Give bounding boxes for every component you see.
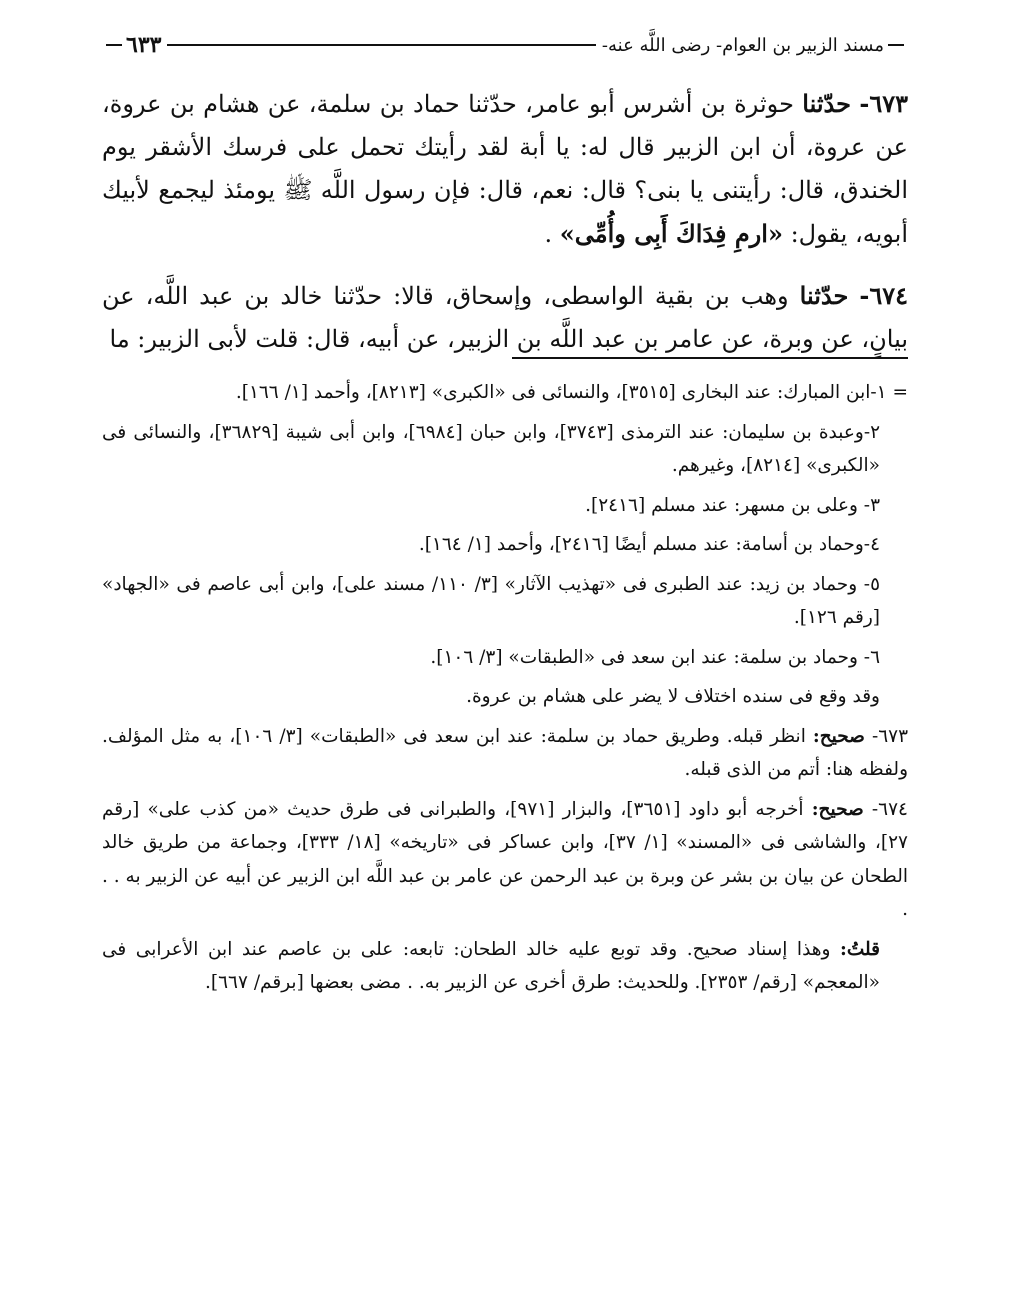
- hadith-end: .: [544, 220, 553, 248]
- footnote-remark: وقد وقع فى سنده اختلاف لا يضر على هشام بن عروة.: [466, 686, 880, 707]
- author-comment: [102, 933, 908, 1000]
- grading-text: انظر قبله. وطريق حماد بن سلمة: عند ابن سعد فى «الطبقات» [٣/ ١٠٦]، به مثل المؤلف. ولفظه هنا: أتم من الذى قبله.: [102, 725, 908, 780]
- main-text: [102, 82, 908, 361]
- hadith-674: [102, 274, 908, 361]
- comment-label: قلتُ:: [840, 938, 880, 960]
- footnote-5: ٥- وحماد بن زيد: عند الطبرى فى «تهذيب الآثار» [٣/ ١١٠/ مسند على]، وابن أبى عاصم فى «الجهاد» [رقم ١٢٦].: [102, 573, 880, 628]
- grading-number: ٦٧٣-: [871, 725, 909, 747]
- hadith-text: وهب بن بقية الواسطى، وإسحاق، قالا: حدّثنا خالد بن عبد اللَّه، عن بيانٍ، عن وبرة، عن عامر بن عبد اللَّه بن الزبير، عن أبيه، قال: قلت لأبى الزبير: ما: [102, 282, 908, 353]
- hadith-lead: حدّثنا: [802, 89, 851, 118]
- header-rule: [167, 44, 595, 46]
- grading-673: [102, 720, 908, 787]
- grading-label: صحيح:: [812, 725, 865, 747]
- footnote-2: ٢-وعبدة بن سليمان: عند الترمذى [٣٧٤٣]، وابن حبان [٦٩٨٤]، وابن أبى شيبة [٣٦٨٢٩]، والنسائى فى «الكبرى» [٨٢١٤]، وغيرهم.: [102, 421, 881, 476]
- hadith-text: حوثرة بن أشرس أبو عامر، حدّثنا حماد بن سلمة، عن هشام بن عروة، عن عروة، أن ابن الزبير قال له: يا أبة لقد رأيتك تحمل على فرسك الأشقر يوم الخندق، قال: رأيتنى يا بنى؟ قال: نعم، قال: فإن رسول اللَّه ﷺ يومئذ ليجمع لأبيك أبويه، يقول:: [102, 90, 908, 248]
- grading-text: أخرجه أبو داود [٣٦٥١]، والبزار [٩٧١]، والطبرانى فى طرق حديث «من كذب على» [رقم ٢٧]، والشاشى فى «المسند» [١/ ٣٧]، وابن عساكر فى «تاريخه» [١٨/ ٣٣٣]، وجماعة من طريق خالد الطحان عن بيان بن بشر عن وبرة بن عبد الرحمن عن عامر بن عبد اللَّه ابن الزبير عن أبيه عن الزبير به . . .: [102, 798, 908, 920]
- footnote-1: = ١-ابن المبارك: عند البخارى [٣٥١٥]، والنسائى فى «الكبرى» [٨٢١٣]، وأحمد [١/ ١٦٦].: [235, 382, 908, 403]
- footnote-4: ٤-وحماد بن أسامة: عند مسلم أيضًا [٢٤١٦]، وأحمد [١/ ١٦٤].: [418, 534, 880, 555]
- hadith-673: [102, 82, 908, 256]
- hadith-lead: حدّثنا: [799, 281, 849, 310]
- hadith-quote: «ارمِ فِدَاكَ أَبِى وأُمِّى»: [559, 219, 783, 248]
- header-dash: [888, 44, 904, 46]
- page-number: ٦٣٣: [126, 32, 162, 58]
- header-title: مسند الزبير بن العوام- رضى اللَّه عنه-: [601, 34, 884, 56]
- grading-number: ٦٧٤-: [871, 798, 908, 820]
- grading-label: صحيح:: [811, 798, 864, 820]
- grading-674: [102, 793, 908, 927]
- footnote-6: ٦- وحماد بن سلمة: عند ابن سعد فى «الطبقات» [٣/ ١٠٦].: [430, 646, 880, 668]
- hadith-number: ٦٧٤-: [859, 281, 908, 310]
- footnote-divider: [512, 357, 908, 359]
- footnotes: [102, 376, 908, 1006]
- hadith-number: ٦٧٣-: [859, 89, 908, 118]
- footnote-3: ٣- وعلى بن مسهر: عند مسلم [٢٤١٦].: [585, 494, 880, 516]
- comment-text: وهذا إسناد صحيح. وقد توبع عليه خالد الطحان: تابعه: على بن عاصم عند ابن الأعرابى فى «المعجم» [رقم/ ٢٣٥٣]. وللحديث: طرق أخرى عن الزبير به. . مضى بعضها [برقم/ ٦٦٧].: [102, 938, 880, 993]
- running-header: [102, 30, 908, 60]
- header-dash-end: [106, 44, 122, 46]
